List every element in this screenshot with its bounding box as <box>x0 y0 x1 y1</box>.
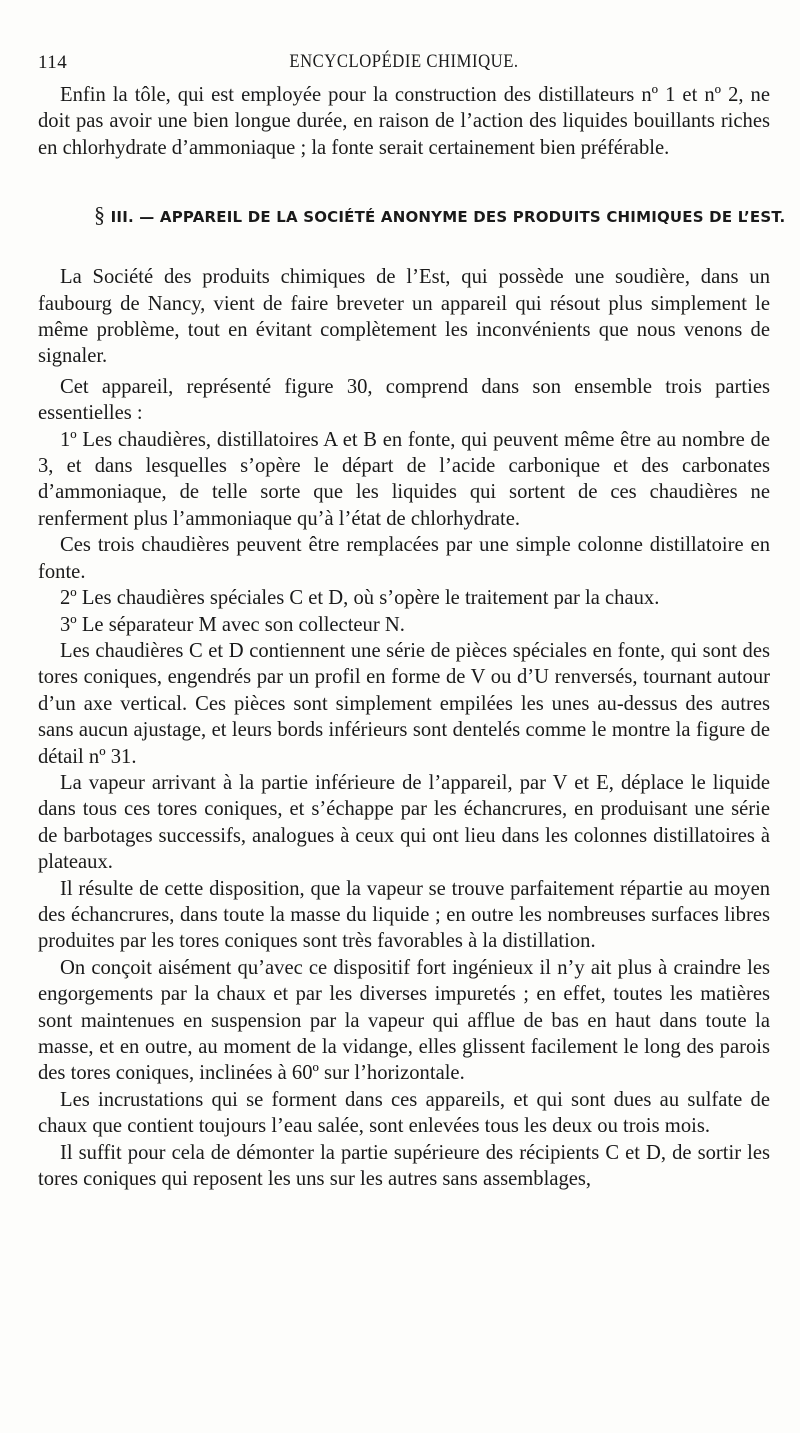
section-heading <box>38 202 786 228</box>
paragraph: Les incrustations qui se forment dans ces appareils, et qui sont dues au sulfate de chaux que contient toujours l’eau salée, sont enlevées tous les deux ou trois mois. <box>38 1088 770 1138</box>
running-header <box>38 52 770 82</box>
paragraph: Il suffit pour cela de démonter la partie supérieure des récipients C et D, de sortir les tores coniques qui reposent les uns sur les autres sans assemblages, <box>38 1141 770 1191</box>
paragraph: 3º Le séparateur M avec son collecteur N. <box>60 613 405 636</box>
paragraph: Il résulte de cette disposition, que la vapeur se trouve parfaitement répartie au moyen des échancrures, dans toute la masse du liquide ; en outre les nombreuses surfaces libres produites par les tores coniques sont très favorables à la distillation. <box>38 877 770 953</box>
body-text <box>38 82 786 1192</box>
running-title: ENCYCLOPÉDIE CHIMIQUE. <box>289 52 519 72</box>
section-sign: § <box>94 202 106 228</box>
page-number: 114 <box>38 52 68 73</box>
paragraph: Ces trois chaudières peuvent être remplacées par une simple colonne distillatoire en fonte. <box>38 534 770 583</box>
paragraph: Enfin la tôle, qui est employée pour la construction des distillateurs nº 1 et nº 2, ne doit pas avoir une bien longue durée, en raison de l’action des liquides bouillants riches en chlorhydrate d’ammoniaque ; la fonte serait certainement bien préférable. <box>38 84 770 159</box>
paragraph: On conçoit aisément qu’avec ce dispositif fort ingénieux il n’y ait plus à craindre les engorgements par la chaux et par les diverses impuretés ; en effet, toutes les matières sont maintenues en suspension par la vapeur qui afflue de bas en haut dans toute la masse, et en outre, au moment de la vidange, elles glissent facilement le long des parois des tores coniques, inclinées à 60º sur l’horizontale. <box>38 956 770 1085</box>
paragraph: 1º Les chaudières, distillatoires A et B en fonte, qui peuvent même être au nombre de 3, et dans lesquelles s’opère le départ de l’acide carbonique et des carbonates d’ammoniaque, de telle sorte que les liquides qui sortent de ces chaudières ne renferment plus l’ammoniaque qu’à l’état de chlorhydrate. <box>38 428 770 530</box>
section-title: III. — APPAREIL DE LA SOCIÉTÉ ANONYME DES PRODUITS CHIMIQUES DE L’EST. <box>110 208 786 227</box>
paragraph: La vapeur arrivant à la partie inférieure de l’appareil, par V et E, déplace le liquide dans tous ces tores coniques, et s’échappe par les échancrures, en produisant une série de barbotages successifs, analogues à ceux qui ont lieu dans les colonnes distillatoires à plateaux. <box>38 771 770 874</box>
paragraph: 2º Les chaudières spéciales C et D, où s’opère le traitement par la chaux. <box>60 587 660 610</box>
paragraph: La Société des produits chimiques de l’Est, qui possède une soudière, dans un faubourg de Nancy, vient de faire breveter un appareil qui résout plus simplement le même problème, tout en évitant complètement les inconvénients que nous venons de signaler. <box>38 266 770 368</box>
paragraph: Les chaudières C et D contiennent une série de pièces spéciales en fonte, qui sont des tores coniques, engendrés par un profil en forme de V ou d’U renversés, tournant autour d’un axe vertical. Ces pièces sont simplement empilées les unes au-dessus des autres sans aucun ajustage, et leurs bords inférieurs sont dentelés comme le montre la figure de détail nº 31. <box>38 639 770 768</box>
paragraph: Cet appareil, représenté figure 30, comprend dans son ensemble trois parties essentielles : <box>38 375 770 425</box>
page <box>38 52 786 1192</box>
